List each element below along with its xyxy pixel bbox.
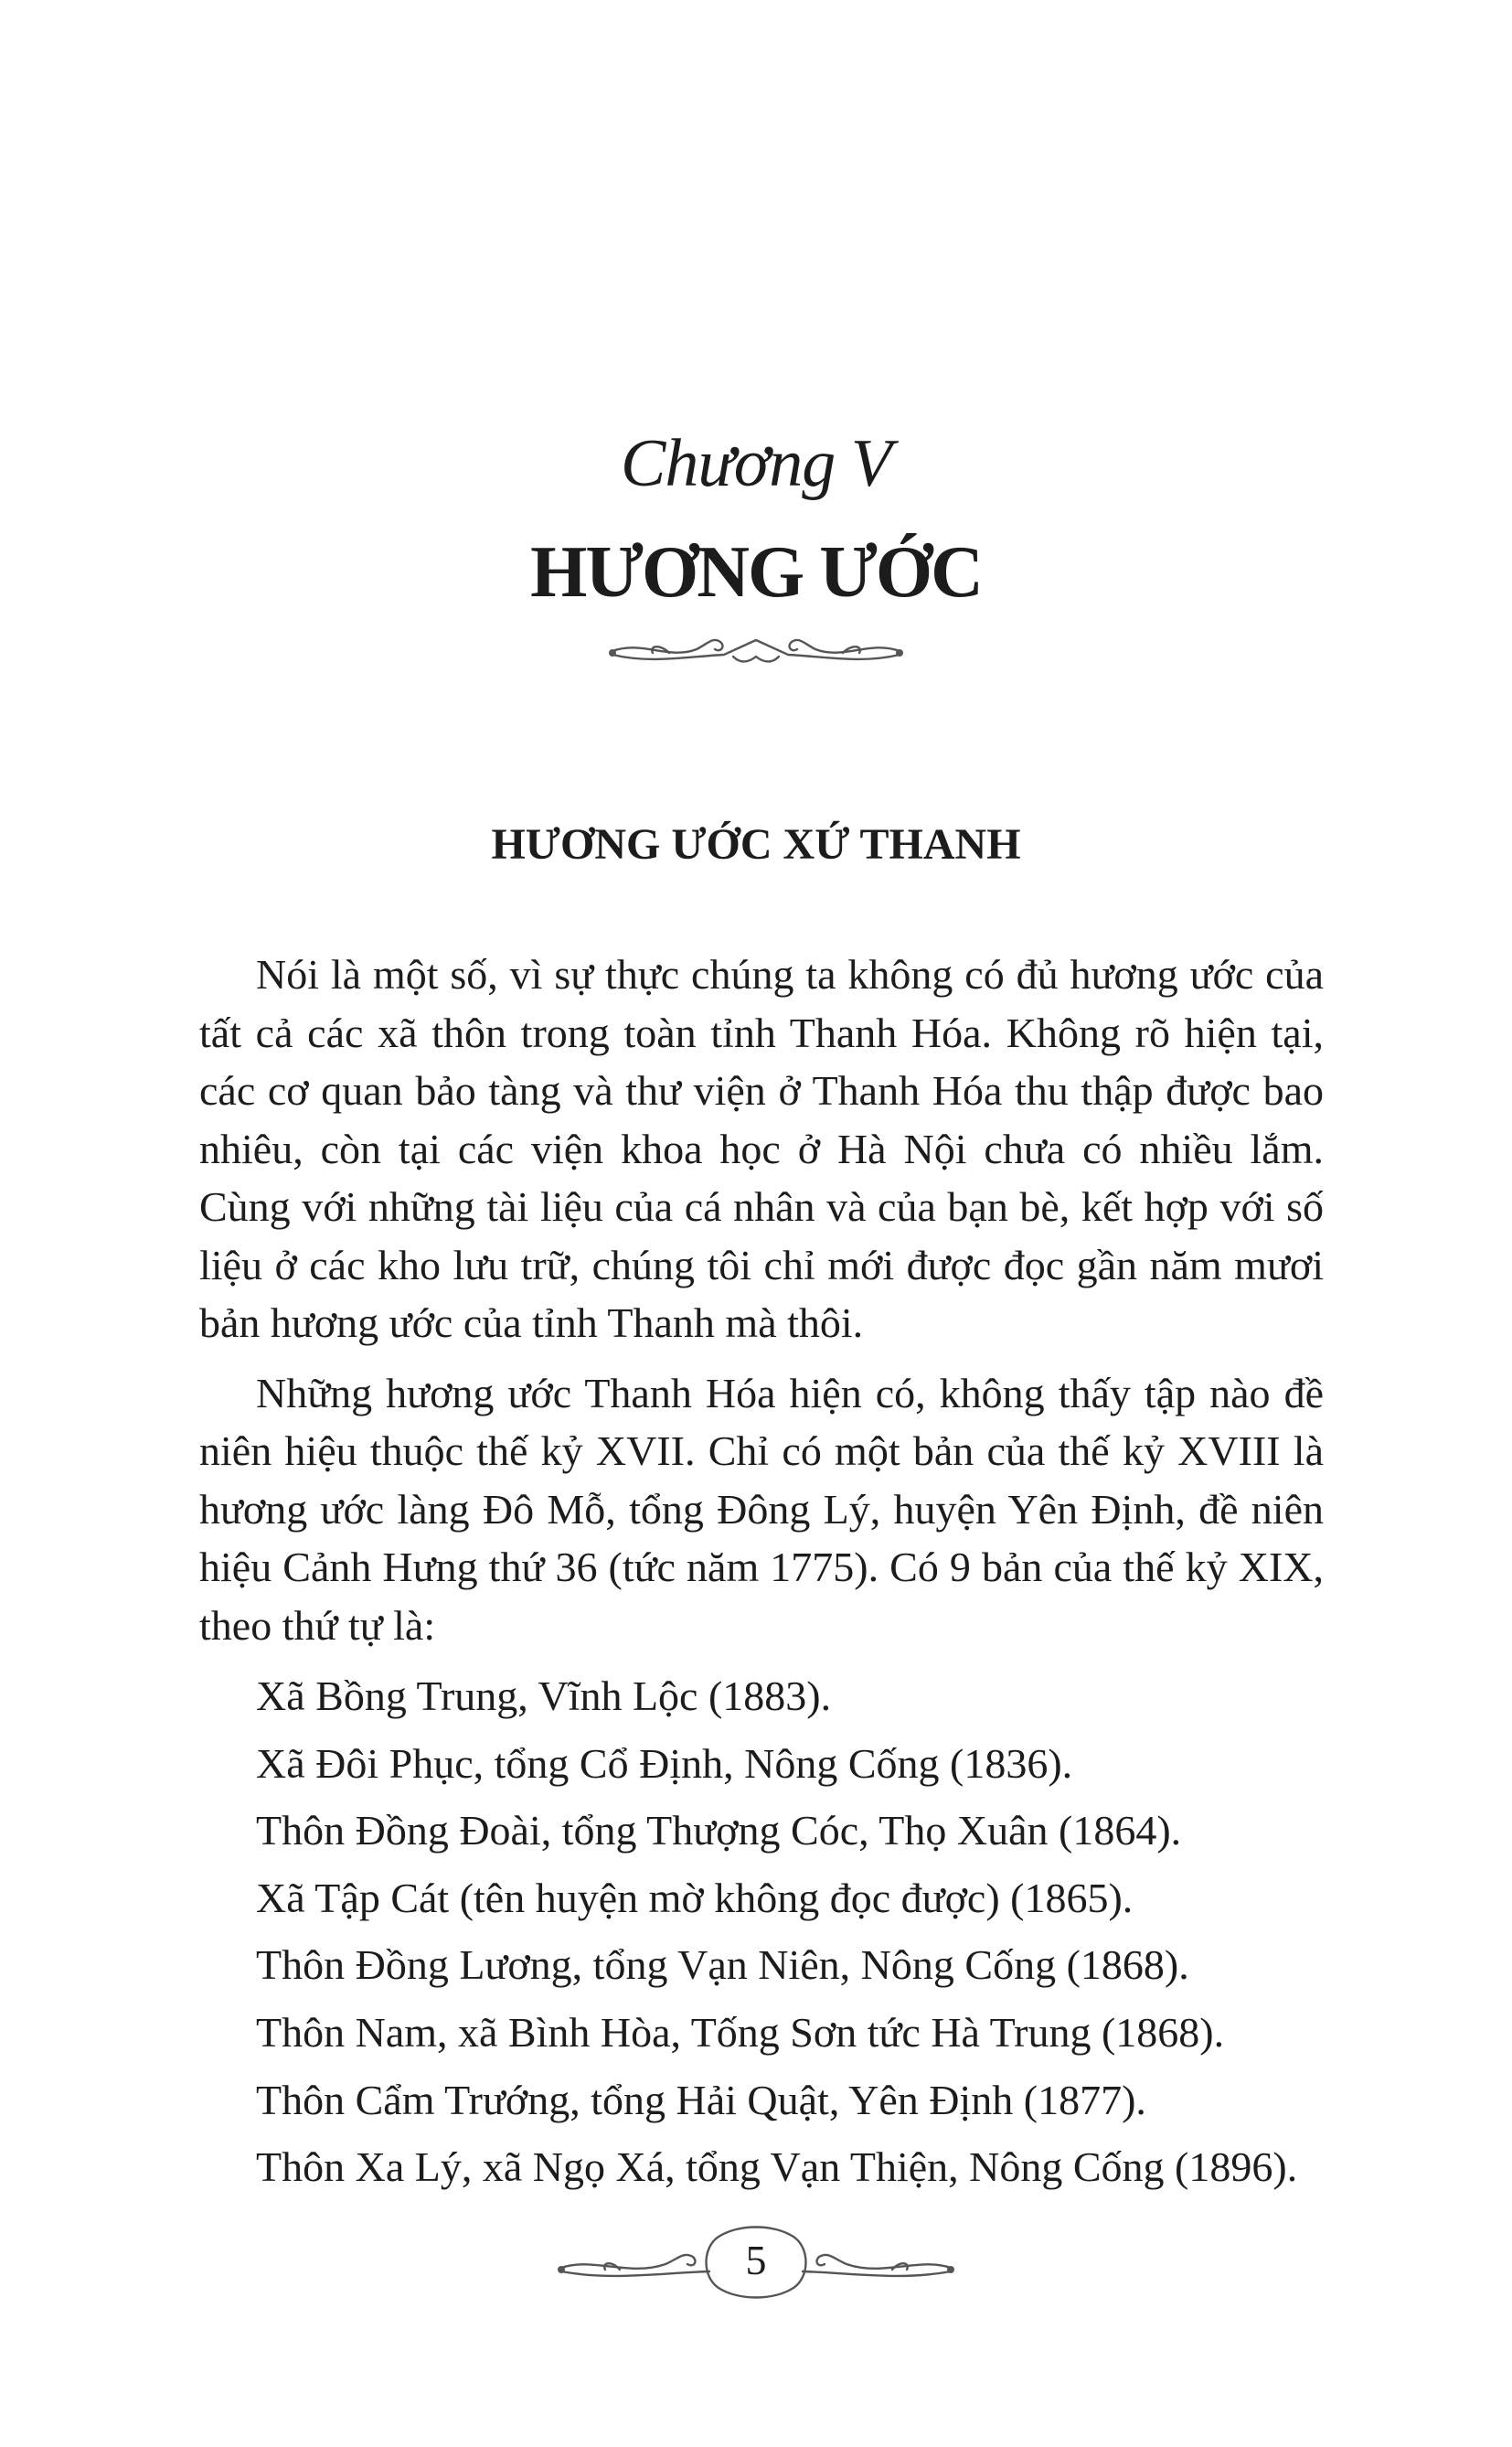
chapter-label: Chương V: [621, 426, 891, 501]
chapter-title: HƯƠNG ƯỚC: [530, 532, 982, 613]
list-item: Thôn Xa Lý, xã Ngọ Xá, tổng Vạn Thiện, Nông Cống (1896).: [256, 2143, 1298, 2191]
section-heading: HƯƠNG ƯỚC XỨ THANH: [491, 820, 1021, 869]
village-list: [256, 1662, 1335, 2201]
list-item: Xã Tập Cát (tên huyện mờ không đọc được) (1865).: [256, 1874, 1134, 1921]
list-item: Thôn Cẩm Trướng, tổng Hải Quật, Yên Định (1877).: [256, 2076, 1146, 2123]
body-text: [199, 946, 1324, 1654]
list-item: Xã Đôi Phục, tổng Cổ Định, Nông Cống (1836).: [256, 1739, 1073, 1787]
list-item: Thôn Đồng Đoài, tổng Thượng Cóc, Thọ Xuân (1864).: [256, 1807, 1182, 1854]
list-item: Thôn Nam, xã Bình Hòa, Tống Sơn tức Hà Trung (1868).: [256, 2008, 1225, 2056]
list-item: Xã Bồng Trung, Vĩnh Lộc (1883).: [256, 1672, 832, 1719]
paragraph: Nói là một số, vì sự thực chúng ta không có đủ hương ước của tất cả các xã thôn trong toàn tỉnh Thanh Hóa. Không rõ hiện tại, các cơ quan bảo tàng và thư viện ở Thanh Hóa thu thập được bao nhiêu, còn tại các viện khoa học ở Hà Nội chưa có nhiều lắm. Cùng với những tài liệu của cá nhân và của bạn bè, kết hợp với số liệu ở các kho lưu trữ, chúng tôi chỉ mới được đọc gần năm mươi bản hương ước của tỉnh Thanh mà thôi.: [199, 951, 1324, 1346]
paragraph: Những hương ước Thanh Hóa hiện có, không thấy tập nào đề niên hiệu thuộc thế kỷ XVII. Chỉ có một bản của thế kỷ XVIII là hương ước làng Đô Mỗ, tổng Đông Lý, huyện Yên Định, đề niên hiệu Cảnh Hưng thứ 36 (tức năm 1775). Có 9 bản của thế kỷ XIX, theo thứ tự là:: [199, 1369, 1324, 1649]
title-divider-ornament-icon: [605, 624, 907, 675]
list-item: Thôn Đồng Lương, tổng Vạn Niên, Nông Cống (1868).: [256, 1941, 1189, 1989]
page-number: 5: [745, 2237, 767, 2283]
